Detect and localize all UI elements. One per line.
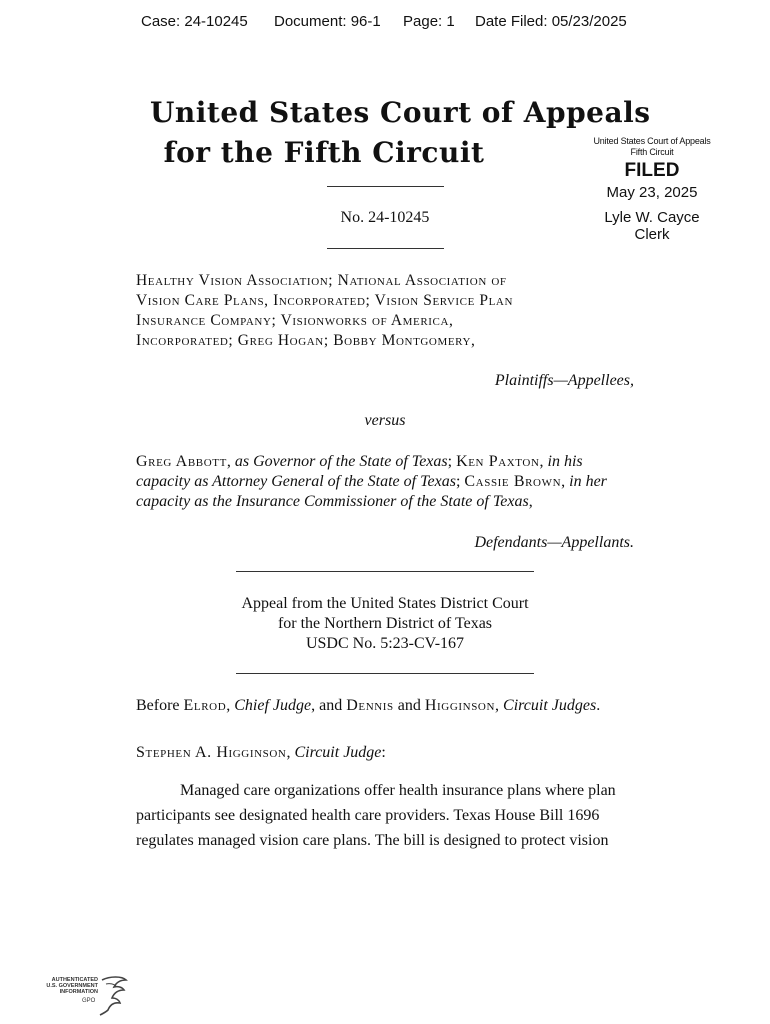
plaintiff-line: Healthy Vision Association; National Association of (136, 272, 507, 289)
gpo-label: GPO (82, 998, 96, 1004)
defendant-brown: Cassie Brown (464, 473, 562, 490)
author-name: Stephen A. Higginson (136, 744, 287, 761)
defendant-paxton: Ken Paxton (456, 453, 540, 470)
stamp-clerk-name: Lyle W. Cayce (604, 209, 700, 226)
stamp-court-name: United States Court of Appeals (593, 136, 711, 146)
body-line: Managed care organizations offer health insurance plans where plan (180, 782, 616, 799)
stamp-circuit: Fifth Circuit (630, 147, 674, 157)
judge-dennis: Dennis (346, 697, 394, 714)
divider (236, 673, 534, 674)
appeal-origin (0, 594, 770, 654)
plaintiffs-list (136, 271, 636, 351)
plaintiff-line: Incorporated; Greg Hogan; Bobby Montgomery, (136, 332, 476, 349)
author-title: Circuit Judge (294, 744, 382, 761)
filed-stamp (580, 136, 724, 243)
opinion-author: Stephen A. Higginson, Circuit Judge: (136, 744, 386, 761)
appeal-line: for the Northern District of Texas (277, 615, 493, 632)
opinion-body (136, 778, 636, 853)
defendant-brown-role-cont: capacity as the Insurance Commissioner of the State of Texas (136, 493, 529, 510)
defendant-abbott-role: as Governor of the State of Texas (234, 453, 448, 470)
stamp-clerk-title: Clerk (634, 226, 670, 243)
stamp-filed-status: FILED (624, 160, 680, 181)
body-line: regulates managed vision care plans. The bill is designed to protect vision (136, 832, 609, 849)
case-number: Case: 24-10245 (141, 13, 248, 30)
defendant-abbott: Greg Abbott (136, 453, 227, 470)
eagle-icon (98, 974, 128, 1018)
appeal-line: Appeal from the United States District Court (241, 595, 529, 612)
plaintiff-line: Vision Care Plans, Incorporated; Vision Service Plan (136, 292, 513, 309)
date-filed: Date Filed: 05/23/2025 (475, 13, 627, 30)
defendant-paxton-role: in his (547, 453, 583, 470)
divider (327, 248, 444, 249)
docket-number: No. 24-10245 (340, 209, 430, 226)
appeal-line: USDC No. 5:23-CV-167 (305, 635, 465, 652)
panel-statement: Before Elrod, Chief Judge, and Dennis and Higginson, Circuit Judges. (136, 697, 601, 714)
divider (327, 186, 444, 187)
document-number: Document: 96-1 (274, 13, 381, 30)
defendants-role: Defendants—Appellants. (474, 534, 634, 551)
court-title-line1: United States Court of Appeals (150, 96, 651, 129)
case-header (0, 13, 770, 33)
page-number: Page: 1 (403, 13, 455, 30)
stamp-filed-date: May 23, 2025 (606, 184, 698, 201)
plaintiffs-role: Plaintiffs—Appellees, (494, 372, 634, 389)
divider (236, 571, 534, 572)
defendant-paxton-role-cont: capacity as Attorney General of the State of Texas (136, 473, 456, 490)
judge-elrod: Elrod (183, 697, 227, 714)
judge-higginson: Higginson (424, 697, 496, 714)
body-line: participants see designated health care providers. Texas House Bill 1696 (136, 807, 600, 824)
defendants-list: Greg Abbott, as Governor of the State of Texas; Ken Paxton, in his capacity as Attorney General of the State of Texas; Cassie Brown, in her capacity as the Insurance Commissioner of the State of Texas, (136, 453, 607, 510)
gpo-authentication-seal: AUTHENTICATED U.S. GOVERNMENT INFORMATION GPO (42, 972, 132, 1020)
plaintiff-line: Insurance Company; Visionworks of America, (136, 312, 454, 329)
court-title-line2: for the Fifth Circuit (163, 136, 485, 169)
defendant-brown-role: in her (569, 473, 607, 490)
versus-label: versus (364, 412, 406, 429)
